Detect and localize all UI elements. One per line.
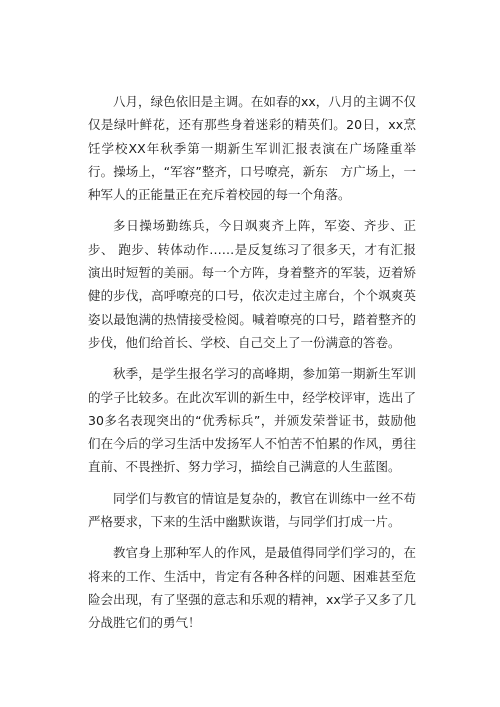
paragraph-4: 同学们与教官的情谊是复杂的，教官在训练中一丝不苟严格要求，下来的生活中幽默诙谐，与同学们打成一片。: [88, 490, 416, 530]
paragraph-5: 教官身上那种军人的作风，是最值得同学们学习的，在将来的工作、生活中，肯定有各种各样的问题、困难甚至危 险会出现，有了坚强的意志和乐观的精神，xx学子又多了几分战胜它们的勇气！: [88, 545, 429, 631]
paragraph-1: 八月，绿色依旧是主调。在如春的xx，八月的主调不仅仅是绿叶鲜花，还有那些身着迷彩的精英们。20日，xx烹饪学校XX年秋季第一期新生军训汇报表演在广场隆重举行。操场上，“军容”整齐，口号嘹亮，新东 方广场上，一种军人的正能量正在充斥着校园的每一个角落。: [88, 94, 416, 203]
article-body: [88, 90, 429, 643]
paragraph-2: 多日操场勤练兵，今日飒爽齐上阵，军姿、齐步、正步、 跑步、转体动作……是反复练习了很多天，才有汇报演出时短暂的美丽。每一个方阵，身着整齐的军装，迈着矫健的步伐，高呼嘹亮的口号，依次走过主席台，个个飒爽英姿以最饱满的热情接受检阅。喊着嘹亮的口号，踏着整齐的步伐，他们给首长、学校、自己交上了一份满意的答卷。: [88, 218, 416, 350]
paragraph-3: 秋季，是学生报名学习的高峰期，参加第一期新生军训的学子比较多。在此次军训的新生中，经学校评审，选出了30多名表现突出的“优秀标兵”，并颁发荣誉证书，鼓励他们在今后的学习生活中发扬军人不怕苦不怕累的作风，勇往直前、不畏挫折、努力学习，描绘自己满意的人生蓝图。: [88, 366, 416, 475]
